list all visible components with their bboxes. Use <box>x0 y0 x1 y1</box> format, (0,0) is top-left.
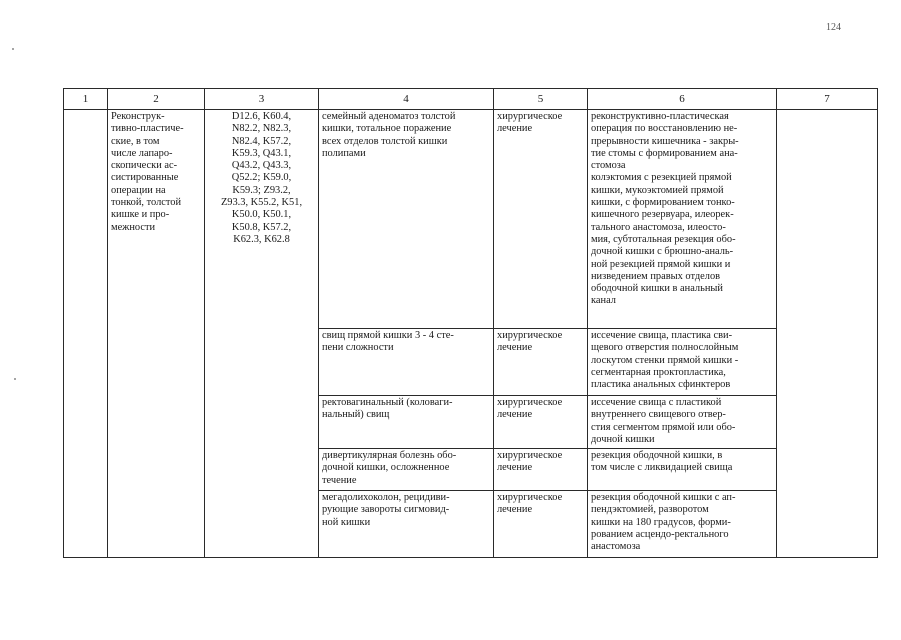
icd-codes: D12.6, K60.4, N82.2, N82.3, N82.4, K57.2, K59.3, Q43.1, Q43.2, Q43.3, Q52.2; K59.0, K59.3; Z93.2, Z93.3, K55.2, K51, K50.0, K50.1, K50.8, K57.2, K62.3, K62.8 <box>220 111 303 245</box>
disease-text: ректовагинальный (коловаги- нальный) свищ <box>322 397 453 421</box>
disease-cell <box>319 491 494 558</box>
scan-speck <box>12 48 14 50</box>
treatment-text: хирургическое лечение <box>497 397 563 421</box>
disease-text: дивертикулярная болезнь обо- дочной кишки, осложненное течение <box>322 450 457 486</box>
column-header-7: 7 <box>777 89 878 110</box>
disease-cell <box>319 449 494 491</box>
column-header-1: 1 <box>64 89 108 110</box>
column-header-5: 5 <box>494 89 588 110</box>
method-text: иссечение свища с пластикой внутреннего свищевого отвер- стия сегментом прямой или обо- дочной кишки <box>591 397 736 445</box>
column-header-6: 6 <box>588 89 777 110</box>
disease-text: семейный аденоматоз толстой кишки, тотальное поражение всех отделов толстой кишки полипами <box>322 111 456 159</box>
table-row <box>64 110 878 329</box>
page-number: 124 <box>826 22 841 33</box>
column-header-4: 4 <box>319 89 494 110</box>
method-text: иссечение свища, пластика сви- щевого отверстия полнослойным лоскутом стенки прямой кишки - сегментарная проктопластика, пластика анальных сфинктеров <box>591 330 739 391</box>
note-cell <box>777 110 878 558</box>
treatment-text: хирургическое лечение <box>497 450 563 474</box>
method-cell <box>588 396 777 449</box>
column-header-3: 3 <box>205 89 319 110</box>
treatment-cell <box>494 110 588 329</box>
treatment-cell <box>494 329 588 396</box>
scan-speck <box>14 378 16 380</box>
disease-cell <box>319 110 494 329</box>
procedures-table <box>63 88 878 558</box>
icd-codes-cell <box>205 110 319 558</box>
treatment-text: хирургическое лечение <box>497 111 563 135</box>
treatment-cell <box>494 491 588 558</box>
method-cell <box>588 491 777 558</box>
header-row <box>64 89 878 110</box>
method-text: реконструктивно-пластическая операция по восстановлению не- прерывности кишечника - закры- тие стомы с формированием ана- стомоза колэктомия с резекцией прямой кишки, мукоэктомией прямой кишки, с формированием тонко- кишечного резервуара, илеорек- тального анастомоза, илеосто- мия, субтотальная резекция обо- дочной кишки с брюшно-аналь- ной резекцией прямой кишки и низведением правых отделов ободочной кишки в анальный канал <box>591 111 739 307</box>
method-cell <box>588 110 777 329</box>
method-text: резекция ободочной кишки с ап- пендэктомией, разворотом кишки на 180 градусов, форми- рованием асцендо-ректального анастомоза <box>591 492 736 553</box>
column-header-2: 2 <box>108 89 205 110</box>
disease-cell <box>319 396 494 449</box>
method-cell <box>588 329 777 396</box>
method-cell <box>588 449 777 491</box>
treatment-text: хирургическое лечение <box>497 492 563 516</box>
disease-cell <box>319 329 494 396</box>
procedure-group-cell <box>108 110 205 558</box>
treatment-cell <box>494 396 588 449</box>
treatment-text: хирургическое лечение <box>497 330 563 354</box>
method-text: резекция ободочной кишки, в том числе с ликвидацией свища <box>591 450 733 474</box>
disease-text: свищ прямой кишки 3 - 4 сте- пени сложности <box>322 330 454 354</box>
treatment-cell <box>494 449 588 491</box>
disease-text: мегадолихоколон, рецидиви- рующие завороты сигмовид- ной кишки <box>322 492 450 528</box>
procedure-group-name: Реконструк- тивно-пластиче- ские, в том числе лапаро- скопически ас- систированные операции на тонкой, толстой кишке и про- межности <box>111 111 184 233</box>
row-number-cell <box>64 110 108 558</box>
